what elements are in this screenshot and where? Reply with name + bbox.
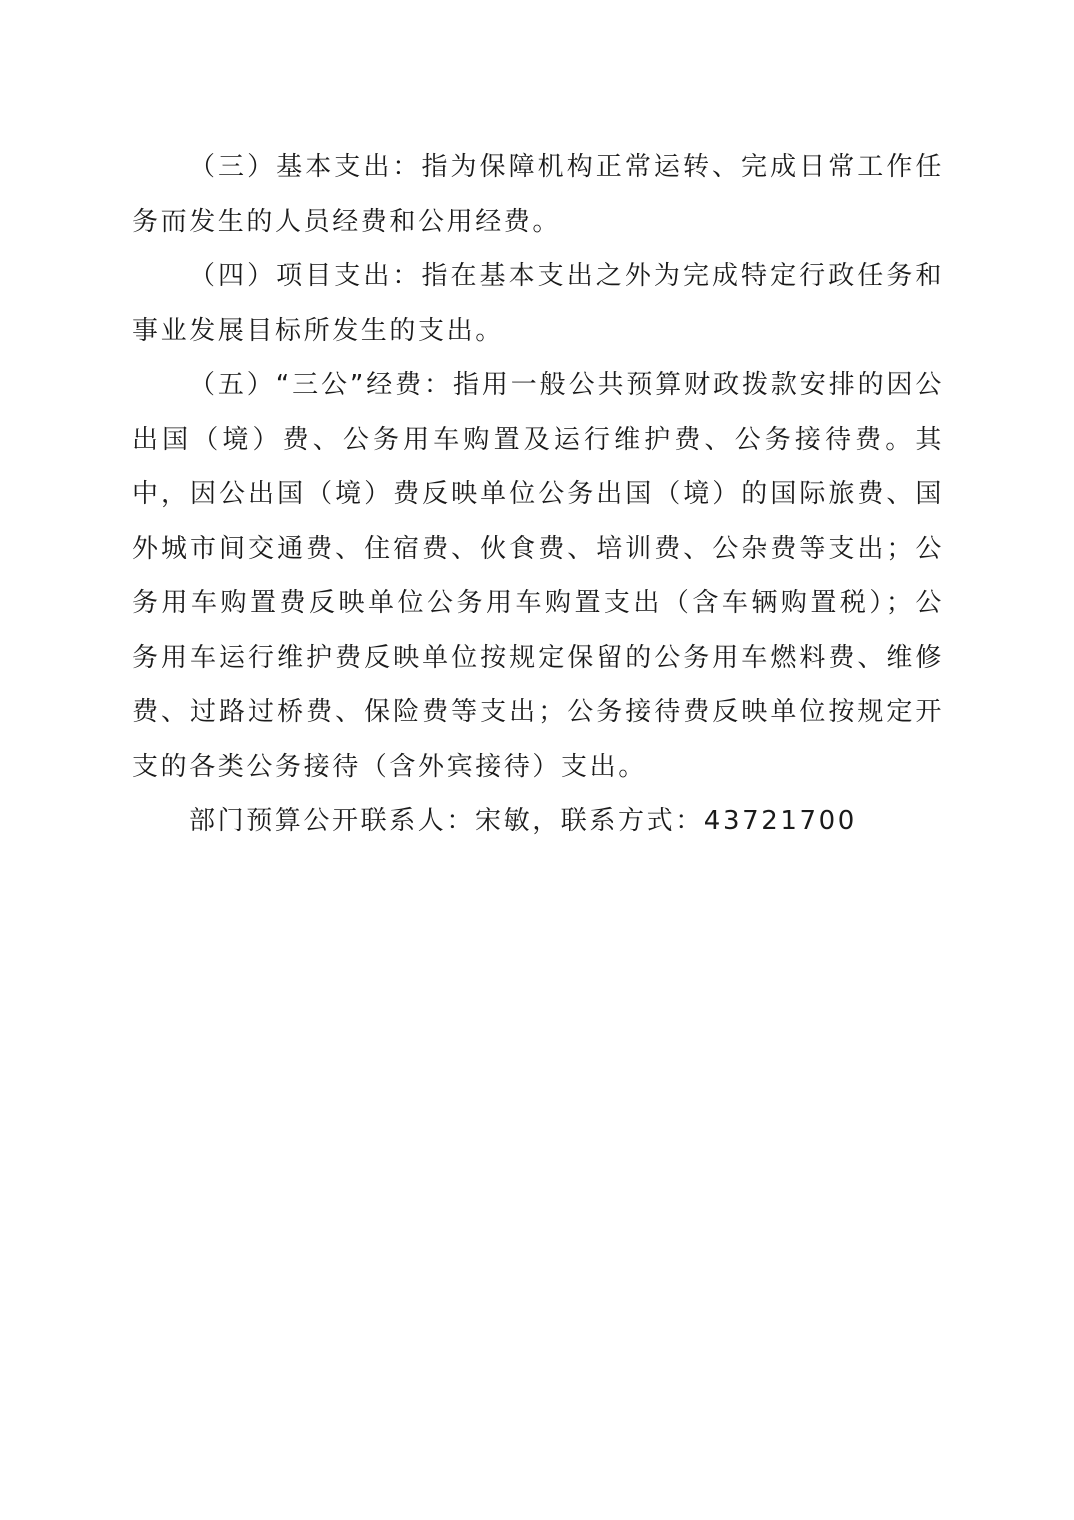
paragraph-contact-info: 部门预算公开联系人：宋敏，联系方式：43721700 xyxy=(189,806,857,836)
paragraph-three-public-expenses: （五）“三公”经费：指用一般公共预算财政拨款安排的因公出国（境）费、公务用车购置及运行维护费、公务接待费。其中，因公出国（境）费反映单位公务出国（境）的国际旅费、国外城市间交通费、住宿费、伙食费、培训费、公杂费等支出；公务用车购置费反映单位公务用车购置支出（含车辆购置税）；公务用车运行维护费反映单位按规定保留的公务用车燃料费、维修费、过路过桥费、保险费等支出；公务接待费反映单位按规定开支的各类公务接待（含外宾接待）支出。 xyxy=(132,370,944,782)
paragraph-project-expenditure: （四）项目支出：指在基本支出之外为完成特定行政任务和事业发展目标所发生的支出。 xyxy=(132,261,944,346)
paragraph-basic-expenditure: （三）基本支出：指为保障机构正常运转、完成日常工作任务而发生的人员经费和公用经费。 xyxy=(132,152,944,237)
document-body xyxy=(132,140,944,849)
